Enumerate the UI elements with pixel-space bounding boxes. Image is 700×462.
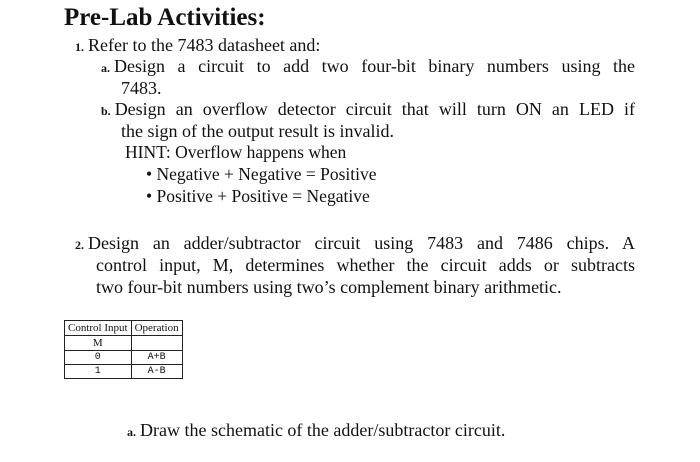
item-1b-line2: the sign of the output result is invalid. xyxy=(121,121,394,141)
table-row xyxy=(65,365,183,379)
hint-bullet-2-text: Positive + Positive = Negative xyxy=(156,186,370,206)
table-subheader-empty xyxy=(131,336,182,351)
table-cell: 0 xyxy=(65,351,132,365)
bullet-icon: • xyxy=(146,164,153,184)
table-header-control-input: Control Input xyxy=(65,321,132,336)
item-2-text: Design an adder/subtractor circuit using 7483 and 7486 chips. A xyxy=(88,233,635,253)
table-cell: A-B xyxy=(131,365,182,379)
item-2a-marker: a. xyxy=(127,425,136,439)
control-input-table xyxy=(64,320,183,379)
item-1b-line1 xyxy=(101,98,635,122)
page-title: Pre-Lab Activities: xyxy=(64,4,266,31)
table-row xyxy=(65,351,183,365)
table-header-operation: Operation xyxy=(131,321,182,336)
table-cell: A+B xyxy=(131,351,182,365)
item-1-text: Refer to the 7483 datasheet and: xyxy=(88,35,321,55)
item-2-line1 xyxy=(75,232,635,256)
item-1b-text: Design an overflow detector circuit that will turn ON an LED if xyxy=(114,99,635,119)
table-header-row xyxy=(65,321,183,336)
item-2a-text: Draw the schematic of the adder/subtractor circuit. xyxy=(140,420,506,440)
hint-bullet-1 xyxy=(146,163,376,185)
bullet-icon: • xyxy=(146,186,153,206)
hint-text: HINT: Overflow happens when xyxy=(125,142,347,162)
item-2-line3: two four-bit numbers using two’s complement binary arithmetic. xyxy=(96,277,562,297)
hint-bullet-1-text: Negative + Negative = Positive xyxy=(156,164,377,184)
item-2-number: 2. xyxy=(75,238,84,252)
item-2a xyxy=(127,419,505,443)
item-1a-line1 xyxy=(101,55,635,79)
item-1a-text: Design a circuit to add two four-bit binary numbers using the xyxy=(114,56,635,76)
table-subheader-row xyxy=(65,336,183,351)
item-2-line2: control input, M, determines whether the circuit adds or subtracts xyxy=(96,255,635,275)
item-1-number: 1. xyxy=(75,40,84,54)
hint-bullet-2 xyxy=(146,185,370,207)
item-1a-line2: 7483. xyxy=(121,78,162,98)
table-subheader-m: M xyxy=(65,336,132,351)
item-1a-marker: a. xyxy=(101,61,110,75)
table-cell: 1 xyxy=(65,365,132,379)
item-1b-marker: b. xyxy=(101,104,111,118)
